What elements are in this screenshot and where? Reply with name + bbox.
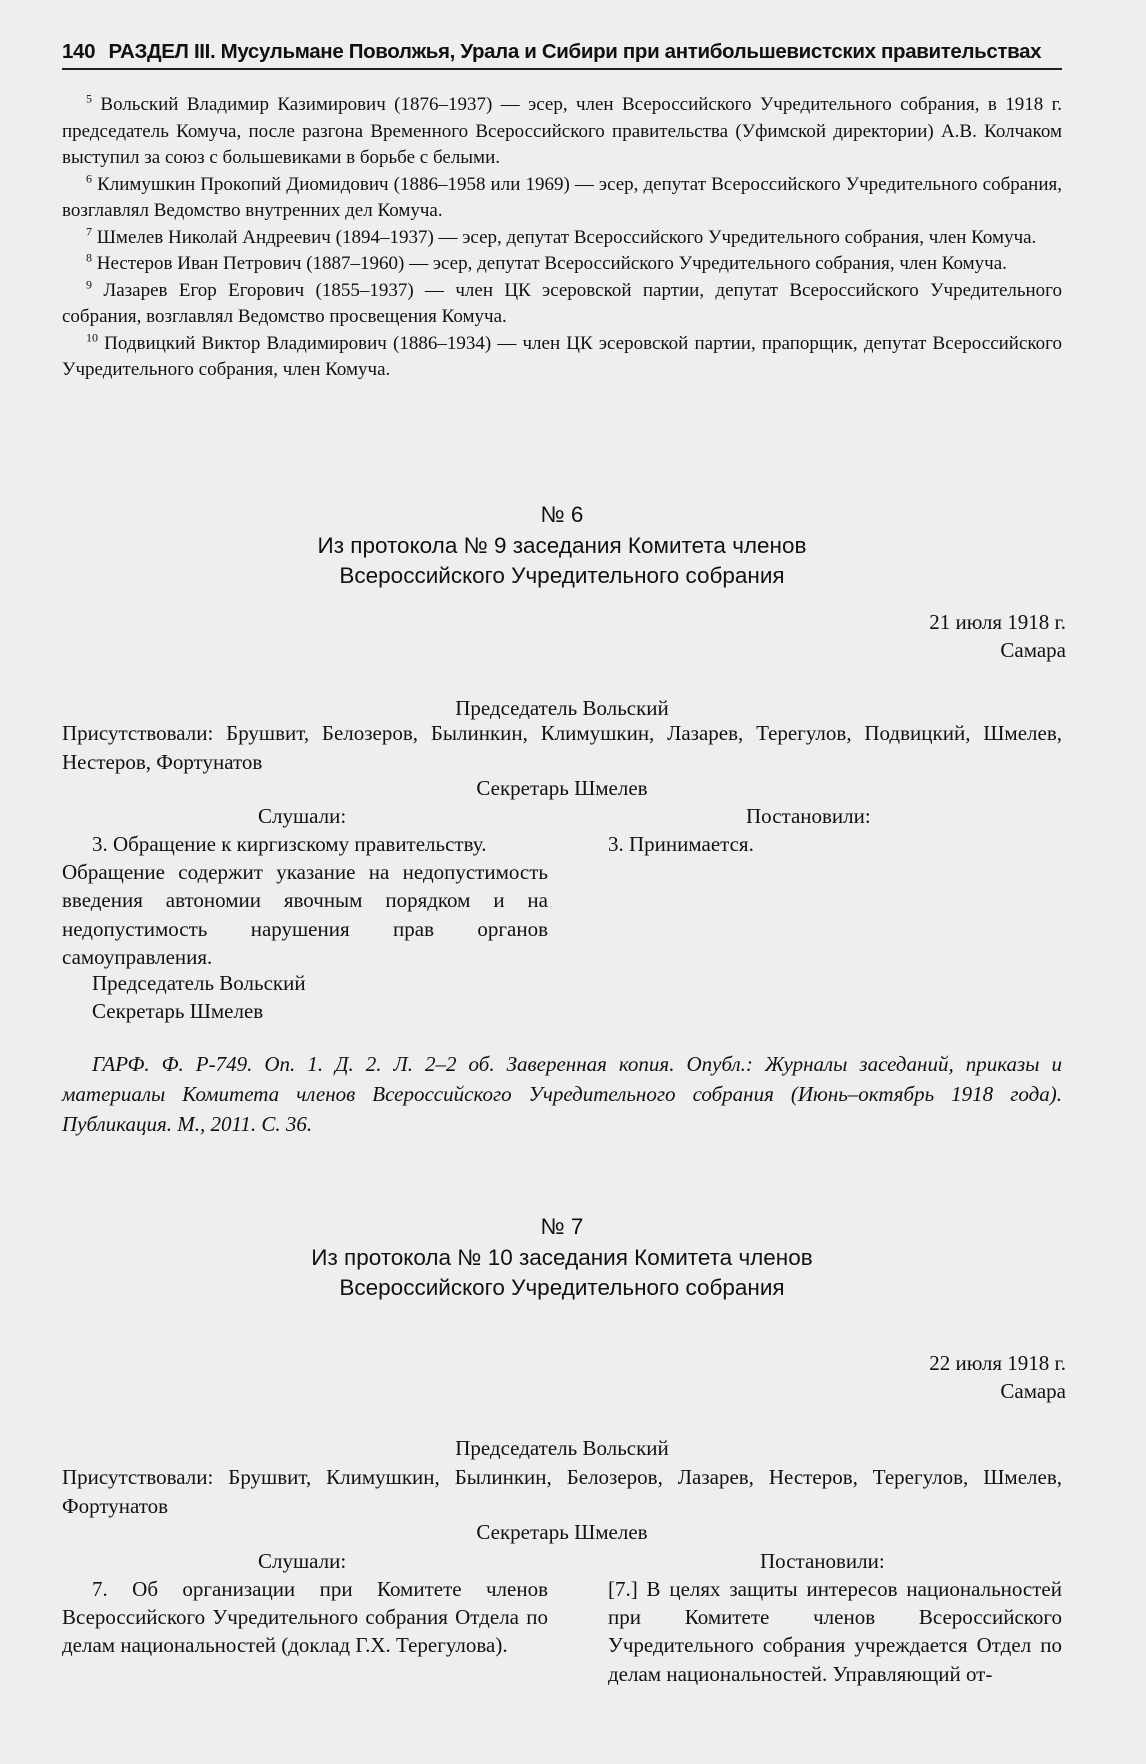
doc6-sig-secretary: Секретарь Шмелев bbox=[92, 999, 264, 1023]
running-title: РАЗДЕЛ III. Мусульмане Поволжья, Урала и Сибири при антибольшевистских правительствах bbox=[108, 40, 1042, 63]
footnote: $^{10}$ Подвицкий Виктор Владимирович (1886–1934) — член ЦК эсеровской партии, прапорщик, депутат Всероссийского Учредительного собрания, член Комуча. bbox=[62, 330, 1062, 380]
doc7-date: 22 июля 1918 г. bbox=[929, 1351, 1066, 1375]
doc6-chair: Председатель Вольский bbox=[455, 696, 669, 720]
doc7-heard-label: Слушали: bbox=[258, 1549, 347, 1573]
doc6-title-line1: Из протокола № 9 заседания Комитета членов bbox=[317, 532, 807, 558]
footnotes bbox=[62, 92, 1062, 384]
header-rule bbox=[62, 68, 1062, 70]
doc6-resolved: 3. Принимается. bbox=[608, 832, 754, 856]
doc7-chair: Председатель Вольский bbox=[455, 1436, 669, 1460]
footnote: $^5$ Вольский Владимир Казимирович (1876–1937) — эсер, член Всероссийского Учредительного собрания, в 1918 г. председатель Комуча, после разгона Временного Всероссийского правительства (Уфимской директории) А.В. Колчаком выступил за союз с большевиками в борьбе с белыми. bbox=[62, 91, 1063, 168]
doc6-resolved-label: Постановили: bbox=[746, 804, 871, 828]
doc7-heading bbox=[62, 1212, 1062, 1304]
doc6-present: Присутствовали: Брушвит, Белозеров, Былинкин, Климушкин, Лазарев, Терегулов, Подвицкий, Шмелев, Нестеров, Фортунатов bbox=[62, 721, 1062, 774]
doc6-heading bbox=[62, 500, 1062, 592]
doc7-title-line2: Всероссийского Учредительного собрания bbox=[339, 1275, 785, 1300]
doc6-signatures bbox=[92, 969, 306, 1025]
doc6-place: Самара bbox=[1000, 638, 1066, 662]
doc7-number: № 7 bbox=[540, 1214, 584, 1239]
doc6-secretary: Секретарь Шмелев bbox=[476, 776, 648, 800]
footnote: $^7$ Шмелев Николай Андреевич (1894–1937) — эсер, депутат Всероссийского Учредительного собрания, член Комуча. bbox=[86, 224, 1037, 248]
doc6-heard-item: 3. Обращение к киргизскому правительству. bbox=[92, 832, 487, 856]
doc6-date: 21 июля 1918 г. bbox=[929, 610, 1066, 634]
doc6-sig-chair: Председатель Вольский bbox=[92, 971, 306, 995]
doc7-resolved: [7.] В целях защиты интересов национальностей при Комитете членов Всероссийского Учредительного собрания учреждается Отдел по делам национальностей. Управляющий от- bbox=[608, 1577, 1062, 1686]
footnote: $^9$ Лазарев Егор Егорович (1855–1937) — член ЦК эсеровской партии, депутат Всероссийского Учредительного собрания, возглавлял Ведомство просвещения Комуча. bbox=[62, 277, 1063, 327]
doc6-heard-label: Слушали: bbox=[258, 804, 347, 828]
doc6-title-line2: Всероссийского Учредительного собрания bbox=[339, 563, 785, 588]
running-header bbox=[62, 40, 1062, 64]
doc7-present: Присутствовали: Брушвит, Климушкин, Былинкин, Белозеров, Лазарев, Нестеров, Терегулов, Шмелев, Фортунатов bbox=[62, 1465, 1062, 1518]
doc6-source: ГАРФ. Ф. Р-749. Оп. 1. Д. 2. Л. 2–2 об. Заверенная копия. Опубл.: Журналы заседаний, приказы и материалы Комитета членов Всероссийского Учредительного собрания (Июнь–октябрь 1918 года). Публикация. М., 2011. С. 36. bbox=[62, 1052, 1062, 1136]
doc6-number: № 6 bbox=[540, 502, 584, 527]
doc7-heard bbox=[62, 1575, 548, 1660]
doc6-heard bbox=[62, 830, 548, 971]
doc7-secretary: Секретарь Шмелев bbox=[476, 1520, 648, 1544]
doc6-heard-text: Обращение содержит указание на недопустимость введения автономии явочным порядком и на недопустимость нарушения прав органов самоуправления. bbox=[62, 860, 548, 969]
doc6-dateplace bbox=[929, 608, 1066, 664]
doc7-place: Самара bbox=[1000, 1379, 1066, 1403]
doc7-dateplace bbox=[929, 1349, 1066, 1405]
page-number: 140 bbox=[62, 40, 96, 63]
doc7-heard-item: 7. Об организации при Комитете членов Всероссийского Учредительного собрания Отдела по делам национальностей (доклад Г.Х. Терегулова). bbox=[62, 1577, 548, 1658]
doc7-title-line1: Из протокола № 10 заседания Комитета членов bbox=[311, 1244, 813, 1270]
doc7-resolved-label: Постановили: bbox=[760, 1549, 885, 1573]
footnote: $^6$ Климушкин Прокопий Диомидович (1886–1958 или 1969) — эсер, депутат Всероссийского Учредительного собрания, возглавлял Ведомство внутренних дел Комуча. bbox=[62, 171, 1062, 221]
footnote: $^8$ Нестеров Иван Петрович (1887–1960) — эсер, депутат Всероссийского Учредительного собрания, член Комуча. bbox=[86, 250, 1007, 274]
